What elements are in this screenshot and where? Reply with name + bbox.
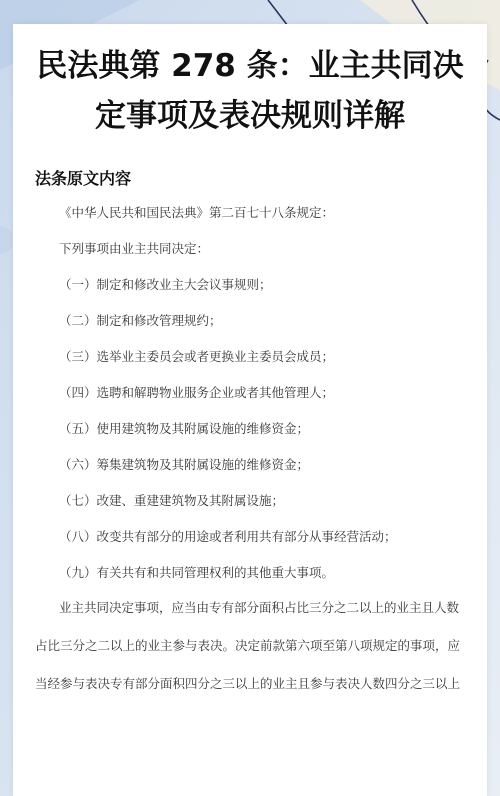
closing-paragraph-line: 当经参与表决专有部分面积四分之三以上的业主且参与表决人数四分之三以上	[35, 676, 461, 691]
list-item: （九）有关共有和共同管理权利的其他重大事项。	[59, 565, 335, 580]
list-item: （五）使用建筑物及其附属设施的维修资金；	[59, 421, 310, 436]
article-card	[13, 24, 487, 796]
page-title-line-2: 定事项及表决规则详解	[95, 98, 405, 134]
section-heading: 法条原文内容	[35, 169, 132, 188]
list-item: （七）改建、重建建筑物及其附属设施；	[59, 493, 285, 508]
list-item: （二）制定和修改管理规约；	[59, 313, 222, 328]
closing-paragraph-line: 业主共同决定事项，应当由专有部分面积占比三分之二以上的业主且人数	[59, 600, 460, 615]
closing-paragraph-line: 占比三分之二以上的业主参与表决。决定前款第六项至第八项规定的事项，应	[35, 638, 461, 653]
list-item: （四）选聘和解聘物业服务企业或者其他管理人；	[59, 385, 335, 400]
list-item: （八）改变共有部分的用途或者利用共有部分从事经营活动；	[59, 529, 397, 544]
lead-paragraph: 下列事项由业主共同决定：	[59, 241, 210, 256]
intro-paragraph: 《中华人民共和国民法典》第二百七十八条规定：	[59, 205, 335, 220]
list-item: （一）制定和修改业主大会议事规则；	[59, 277, 272, 292]
page-title-line-1: 民法典第 278 条：业主共同决	[36, 48, 464, 84]
list-item: （六）筹集建筑物及其附属设施的维修资金；	[59, 457, 310, 472]
list-item: （三）选举业主委员会或者更换业主委员会成员；	[59, 349, 335, 364]
